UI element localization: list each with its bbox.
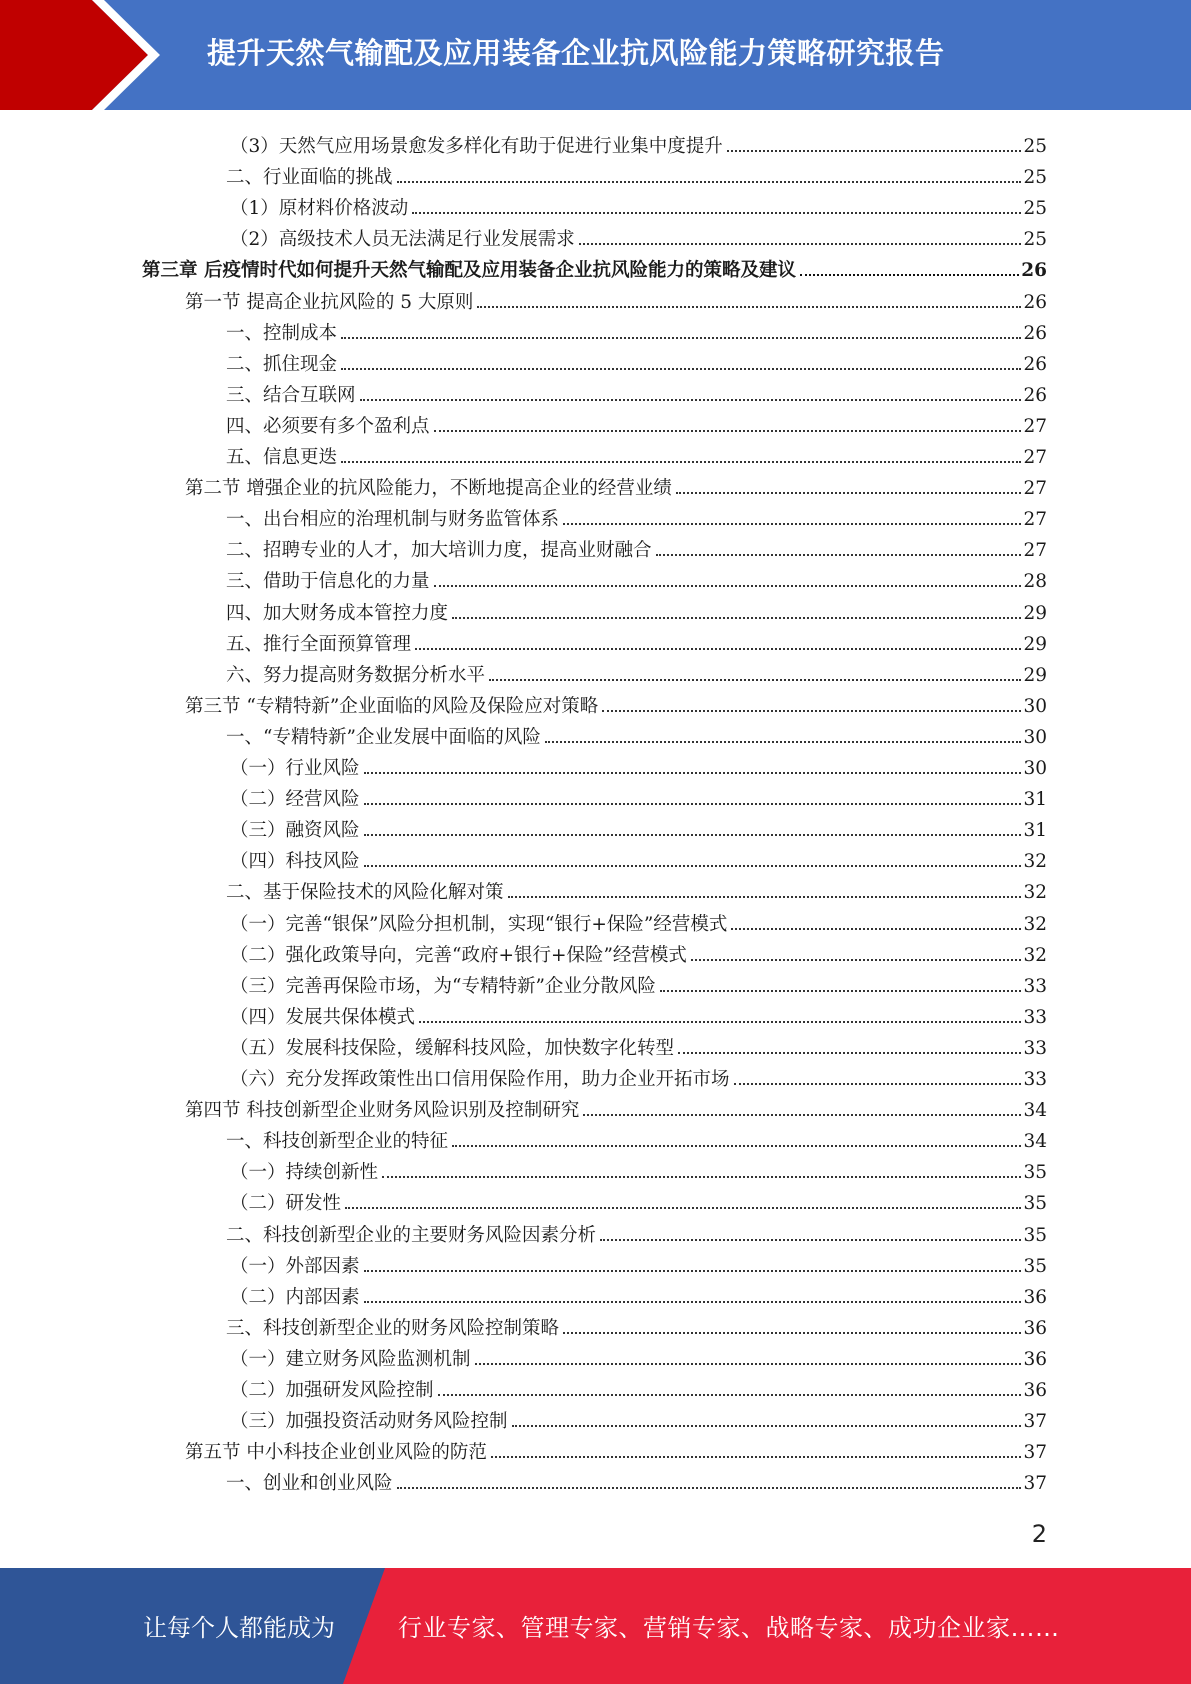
toc-dot-leader — [678, 1052, 1021, 1054]
toc-dot-leader — [438, 1394, 1022, 1396]
toc-entry[interactable] — [230, 127, 1047, 158]
toc-dot-leader — [563, 1332, 1021, 1334]
toc-dot-leader — [475, 1363, 1022, 1365]
toc-dot-leader — [727, 150, 1022, 152]
toc-entry-title: 四、加大财务成本管控力度 — [226, 602, 449, 624]
toc-entry-page: 29 — [1023, 633, 1047, 655]
toc-entry[interactable] — [185, 469, 1047, 500]
toc-entry-page: 37 — [1023, 1442, 1047, 1464]
toc-entry-page: 29 — [1023, 602, 1047, 624]
toc-entry-page: 37 — [1023, 1473, 1047, 1495]
toc-entry-page: 37 — [1023, 1411, 1047, 1433]
toc-dot-leader — [415, 648, 1021, 650]
toc-dot-leader — [364, 865, 1022, 867]
toc-dot-leader — [512, 1425, 1022, 1427]
toc-entry[interactable] — [230, 189, 1047, 220]
toc-dot-leader — [364, 772, 1022, 774]
toc-entry-page: 35 — [1023, 1162, 1047, 1184]
toc-dot-leader — [364, 834, 1022, 836]
toc-entry-page: 25 — [1023, 136, 1047, 157]
toc-entry-title: （四）发展共保体模式 — [230, 1006, 416, 1028]
toc-entry[interactable] — [185, 1091, 1047, 1122]
toc-dot-leader — [583, 1114, 1021, 1116]
toc-entry[interactable] — [226, 718, 1047, 749]
toc-entry[interactable] — [226, 531, 1047, 562]
toc-entry[interactable] — [230, 842, 1047, 873]
toc-entry-page: 26 — [1023, 384, 1047, 406]
toc-entry[interactable] — [230, 998, 1047, 1029]
toc-entry-page: 33 — [1023, 975, 1047, 997]
toc-entry-title: （一）持续创新性 — [230, 1162, 379, 1184]
toc-entry[interactable] — [226, 873, 1047, 904]
toc-entry-title: （一）建立财务风险监测机制 — [230, 1348, 471, 1370]
toc-entry-page: 27 — [1023, 478, 1047, 500]
toc-dot-leader — [434, 430, 1022, 432]
toc-entry-title: 三、借助于信息化的力量 — [226, 571, 430, 593]
toc-entry[interactable] — [230, 1029, 1047, 1060]
toc-dot-leader — [579, 243, 1022, 245]
toc-dot-leader — [345, 1207, 1021, 1209]
toc-dot-leader — [731, 928, 1021, 930]
toc-entry-title: （一）行业风险 — [230, 758, 360, 779]
toc-entry-page: 26 — [1021, 260, 1047, 282]
toc-entry-page: 31 — [1023, 789, 1047, 811]
toc-entry[interactable] — [226, 1216, 1047, 1247]
toc-entry-title: （二）经营风险 — [230, 789, 360, 811]
header-banner — [0, 0, 1191, 110]
toc-dot-leader — [508, 896, 1022, 898]
toc-entry-page: 29 — [1023, 664, 1047, 686]
toc-entry-page: 25 — [1023, 167, 1047, 189]
toc-entry[interactable] — [230, 967, 1047, 998]
toc-entry-title: 三、结合互联网 — [226, 384, 356, 406]
toc-entry[interactable] — [230, 1340, 1047, 1371]
toc-entry[interactable] — [226, 438, 1047, 469]
toc-entry[interactable] — [230, 1060, 1047, 1091]
toc-entry-title: 二、招聘专业的人才，加大培训力度，提高业财融合 — [226, 540, 652, 562]
toc-entry-page: 27 — [1023, 540, 1047, 562]
toc-entry-page: 27 — [1023, 415, 1047, 437]
toc-dot-leader — [452, 617, 1021, 619]
toc-entry-title: 二、科技创新型企业的主要财务风险因素分析 — [226, 1224, 597, 1246]
toc-entry[interactable] — [226, 314, 1047, 345]
toc-entry-page: 26 — [1023, 353, 1047, 375]
toc-entry[interactable] — [185, 1433, 1047, 1464]
toc-entry[interactable] — [230, 749, 1047, 780]
toc-dot-leader — [341, 461, 1021, 463]
toc-dot-leader — [676, 492, 1022, 494]
toc-dot-leader — [397, 181, 1022, 183]
toc-entry-page: 32 — [1023, 913, 1047, 935]
page-number: 2 — [1031, 1520, 1047, 1548]
toc-dot-leader — [364, 1301, 1022, 1303]
toc-entry[interactable] — [185, 283, 1047, 314]
toc-entry-title: 一、“专精特新”企业发展中面临的风险 — [226, 726, 541, 748]
toc-dot-leader — [734, 1083, 1022, 1085]
toc-entry-title: （六）充分发挥政策性出口信用保险作用，助力企业开拓市场 — [230, 1069, 730, 1090]
toc-dot-leader — [602, 710, 1021, 712]
toc-entry-title: （三）加强投资活动财务风险控制 — [230, 1411, 508, 1433]
toc-entry-title: 第二节 增强企业的抗风险能力，不断地提高企业的经营业绩 — [185, 478, 672, 500]
toc-entry-title: 五、信息更迭 — [226, 447, 338, 468]
toc-dot-leader — [360, 399, 1022, 401]
toc-entry-title: 四、必须要有多个盈利点 — [226, 415, 430, 437]
toc-entry-page: 33 — [1023, 1037, 1047, 1059]
toc-entry-page: 34 — [1023, 1100, 1047, 1122]
toc-dot-leader — [341, 337, 1021, 339]
toc-entry-page: 31 — [1023, 820, 1047, 842]
toc-entry-page: 28 — [1023, 571, 1047, 593]
toc-dot-leader — [341, 368, 1021, 370]
toc-entry[interactable] — [230, 780, 1047, 811]
toc-entry[interactable] — [230, 1184, 1047, 1215]
toc-entry-title: （二）强化政策导向，完善“政府+银行+保险”经营模式 — [230, 944, 687, 966]
toc-entry-page: 25 — [1023, 198, 1047, 220]
toc-entry[interactable] — [226, 500, 1047, 531]
toc-entry-title: （四）科技风险 — [230, 851, 360, 873]
toc-entry[interactable] — [230, 811, 1047, 842]
toc-entry-title: （一）外部因素 — [230, 1255, 360, 1277]
toc-entry[interactable] — [226, 1464, 1047, 1495]
toc-entry-page: 36 — [1023, 1286, 1047, 1308]
toc-dot-leader — [397, 1487, 1022, 1489]
toc-entry[interactable] — [142, 251, 1047, 282]
toc-dot-leader — [563, 523, 1021, 525]
toc-entry-title: （三）融资风险 — [230, 820, 360, 842]
toc-entry-title: 一、出台相应的治理机制与财务监管体系 — [226, 509, 560, 531]
toc-entry[interactable] — [226, 158, 1047, 189]
toc-entry-title: 第三章 后疫情时代如何提升天然气输配及应用装备企业抗风险能力的策略及建议 — [142, 260, 796, 282]
toc-entry-page: 32 — [1023, 851, 1047, 873]
toc-dot-leader — [800, 274, 1019, 276]
footer-banner — [0, 1568, 1191, 1684]
toc-entry[interactable] — [185, 687, 1047, 718]
toc-entry-page: 30 — [1023, 695, 1047, 717]
toc-entry-page: 35 — [1023, 1224, 1047, 1246]
toc-entry-page: 36 — [1023, 1348, 1047, 1370]
toc-entry-title: （3）天然气应用场景愈发多样化有助于促进行业集中度提升 — [230, 136, 723, 157]
toc-entry-title: （1）原材料价格波动 — [230, 198, 409, 220]
toc-entry[interactable] — [226, 625, 1047, 656]
toc-dot-leader — [600, 1239, 1021, 1241]
toc-entry[interactable] — [230, 1247, 1047, 1278]
footer-slogan-right: 行业专家、管理专家、营销专家、战略专家、成功企业家…… — [398, 1614, 1060, 1642]
toc-entry[interactable] — [226, 376, 1047, 407]
toc-entry[interactable] — [226, 1122, 1047, 1153]
toc-dot-leader — [452, 1145, 1021, 1147]
toc-entry-title: （一）完善“银保”风险分担机制，实现“银行+保险”经营模式 — [230, 913, 728, 935]
toc-dot-leader — [545, 741, 1022, 743]
toc-entry[interactable] — [226, 656, 1047, 687]
toc-entry[interactable] — [230, 1153, 1047, 1184]
toc-entry-title: 二、行业面临的挑战 — [226, 167, 393, 189]
toc-entry-page: 27 — [1023, 447, 1047, 468]
toc-dot-leader — [691, 959, 1022, 961]
toc-entry-page: 33 — [1023, 1069, 1047, 1090]
toc-entry-page: 33 — [1023, 1006, 1047, 1028]
toc-entry-title: 一、控制成本 — [226, 322, 338, 344]
toc-entry-title: 一、创业和创业风险 — [226, 1473, 393, 1495]
toc-entry[interactable] — [230, 905, 1047, 936]
toc-entry-title: （2）高级技术人员无法满足行业发展需求 — [230, 229, 575, 251]
toc-dot-leader — [382, 1176, 1021, 1178]
toc-dot-leader — [477, 306, 1021, 308]
toc-entry-title: （二）加强研发风险控制 — [230, 1380, 434, 1401]
toc-entry-title: （五）发展科技保险，缓解科技风险，加快数字化转型 — [230, 1037, 675, 1059]
toc-entry-page: 35 — [1023, 1255, 1047, 1277]
toc-dot-leader — [656, 554, 1022, 556]
toc-entry-title: 五、推行全面预算管理 — [226, 633, 412, 655]
toc-entry-title: （二）研发性 — [230, 1193, 342, 1215]
toc-dot-leader — [489, 679, 1021, 681]
toc-entry-title: 第四节 科技创新型企业财务风险识别及控制研究 — [185, 1100, 580, 1122]
toc-entry[interactable] — [230, 1402, 1047, 1433]
toc-entry-page: 32 — [1023, 882, 1047, 904]
toc-entry-title: （三）完善再保险市场，为“专精特新”企业分散风险 — [230, 975, 656, 997]
toc-entry-title: 第一节 提高企业抗风险的 5 大原则 — [185, 291, 474, 313]
toc-entry-title: （二）内部因素 — [230, 1286, 360, 1308]
toc-entry[interactable] — [230, 1371, 1047, 1402]
toc-dot-leader — [364, 1270, 1022, 1272]
toc-entry-page: 25 — [1023, 229, 1047, 251]
footer-slogan-left: 让每个人都能成为 — [143, 1614, 335, 1642]
toc-entry[interactable] — [226, 1309, 1047, 1340]
toc-entry-title: 三、科技创新型企业的财务风险控制策略 — [226, 1317, 560, 1339]
toc-entry-title: 第三节 “专精特新”企业面临的风险及保险应对策略 — [185, 695, 599, 717]
toc-dot-leader — [364, 803, 1022, 805]
toc-entry-page: 27 — [1023, 509, 1047, 531]
toc-entry-title: 六、努力提高财务数据分析水平 — [226, 664, 486, 686]
toc-entry-page: 30 — [1023, 758, 1047, 779]
toc-dot-leader — [660, 990, 1022, 992]
toc-entry-page: 26 — [1023, 322, 1047, 344]
toc-entry-page: 30 — [1023, 726, 1047, 748]
toc-entry[interactable] — [230, 1278, 1047, 1309]
toc-entry[interactable] — [226, 594, 1047, 625]
toc-entry-page: 36 — [1023, 1380, 1047, 1401]
toc-dot-leader — [412, 212, 1021, 214]
toc-entry-page: 32 — [1023, 944, 1047, 966]
report-title: 提升天然气输配及应用装备企业抗风险能力策略研究报告 — [207, 36, 945, 70]
toc-entry-title: 一、科技创新型企业的特征 — [226, 1131, 449, 1153]
toc-entry[interactable] — [226, 562, 1047, 593]
toc-entry-title: 第五节 中小科技企业创业风险的防范 — [185, 1442, 487, 1464]
toc-entry-page: 35 — [1023, 1193, 1047, 1215]
toc-entry[interactable] — [226, 407, 1047, 438]
toc-entry-page: 26 — [1023, 291, 1047, 313]
toc-entry-title: 二、基于保险技术的风险化解对策 — [226, 882, 504, 904]
toc-dot-leader — [491, 1456, 1022, 1458]
toc-entry-page: 36 — [1023, 1317, 1047, 1339]
toc-entry-page: 34 — [1023, 1131, 1047, 1153]
toc-dot-leader — [419, 1021, 1021, 1023]
toc-dot-leader — [434, 585, 1022, 587]
toc-entry-title: 二、抓住现金 — [226, 353, 338, 375]
toc-entry[interactable] — [230, 936, 1047, 967]
toc-entry[interactable] — [230, 220, 1047, 251]
toc-entry[interactable] — [226, 345, 1047, 376]
